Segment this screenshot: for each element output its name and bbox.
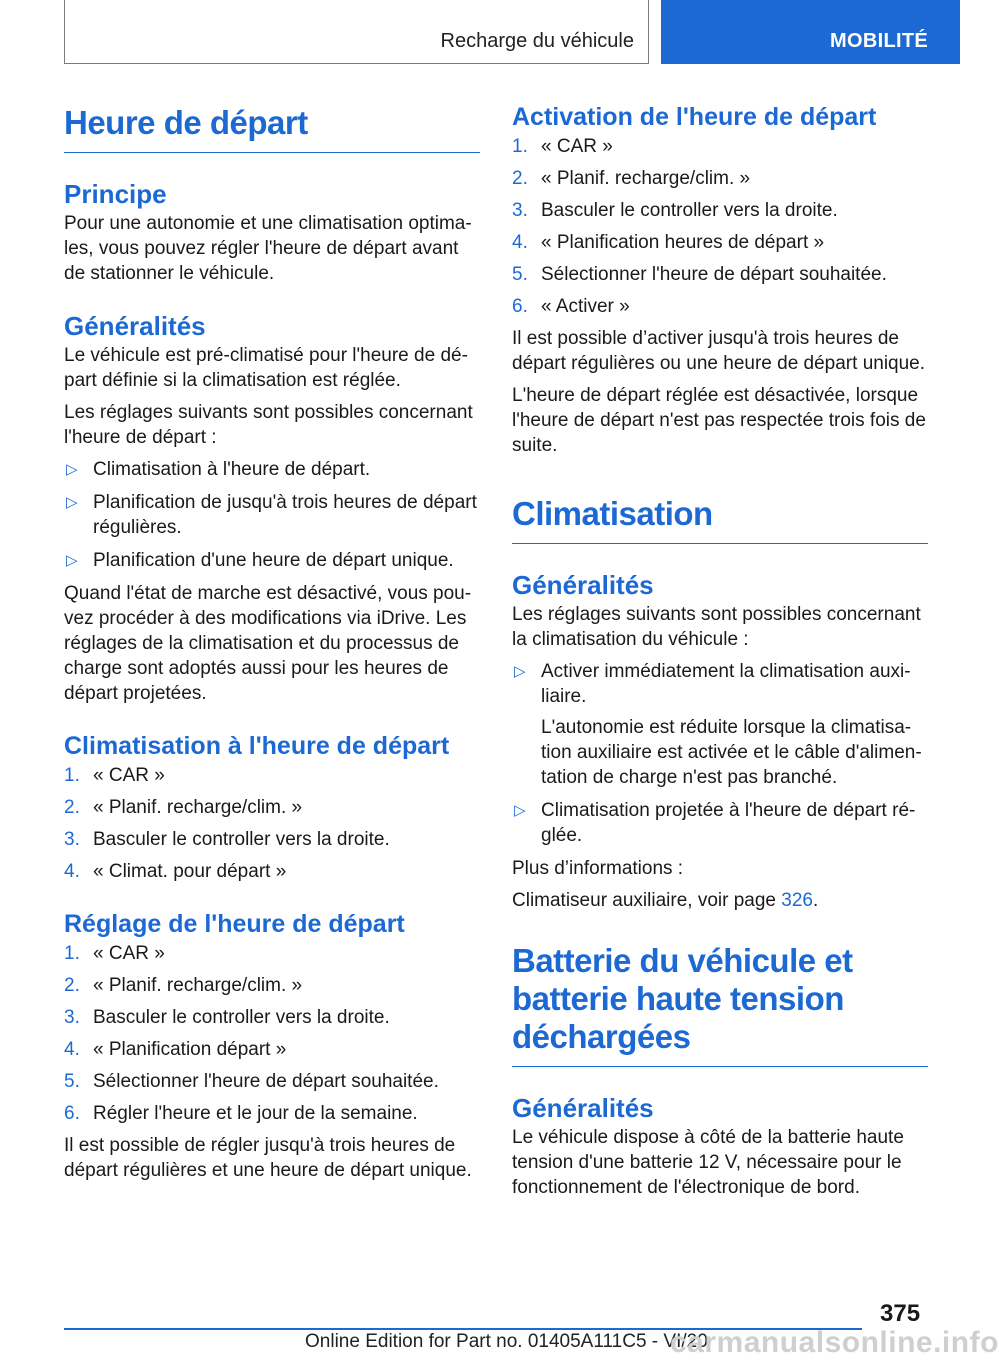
list-item: 5. Sélectionner l'heure de départ souhaitée.: [64, 1071, 439, 1092]
list-item: 1. « CAR »: [64, 765, 165, 786]
list-item: ▷ Climatisation à l'heure de départ.: [66, 459, 371, 480]
list-item: 2. « Planif. recharge/clim. »: [64, 975, 303, 996]
header-section-box: [64, 0, 649, 64]
list-item: 1. « CAR »: [64, 943, 165, 964]
reglage-steps: [64, 941, 480, 1126]
generalites-bullet-list: [64, 457, 480, 573]
activation-steps: [512, 134, 928, 319]
heading-generalites-clim: Généralités: [512, 570, 654, 600]
header-section-title: Recharge du véhicule: [440, 30, 634, 52]
header-chapter-label: MOBILITÉ: [830, 30, 928, 52]
clim-depart-steps: [64, 763, 480, 884]
list-item: 3. Basculer le controller vers la droite.: [64, 829, 390, 850]
reglage-text: Il est possible de régler jusqu'à trois heures de départ régulières et une heure de départ unique.: [64, 1135, 472, 1181]
list-item: ▷ Planification de jusqu'à trois heures de départ régulières.: [66, 492, 477, 538]
triangle-bullet-icon: ▷: [66, 461, 78, 478]
heading-activation: Activation de l'heure de départ: [512, 103, 877, 131]
list-item: ▷ Activer immédiatement la climatisation auxiliaire. L'autonomie est réduite lorsque la climatisation auxiliaire est activée et le câble d'alimentation de charge n'est pas branché.: [512, 659, 928, 790]
generalites-p3: Quand l'état de marche est désactivé, vous pouvez procéder à des modifications via iDrive. Les réglages de la climatisation et du processus de charge sont adoptés aussi pour les heures de départ projetées.: [64, 583, 472, 704]
watermark: carmanualsonline.info: [670, 1326, 999, 1359]
batterie-text: Le véhicule dispose à côté de la batterie haute tension d'une batterie 12 V, nécessaire pour le fonctionnement de l'électronique de bord.: [512, 1127, 904, 1198]
list-item: ▷ Climatisation projetée à l'heure de départ réglée.: [514, 800, 916, 846]
clim-more: Plus d’informations :: [512, 858, 684, 879]
list-item: 4. « Climat. pour départ »: [64, 861, 287, 882]
page-link-326[interactable]: 326: [781, 890, 813, 911]
header-chapter-tab[interactable]: [661, 0, 960, 64]
clim-note: L'autonomie est réduite lorsque la climatisation auxiliaire est activée et le câble d'alimentation de charge n'est pas branché.: [541, 717, 922, 788]
list-item: 4. « Planification heures de départ »: [512, 232, 825, 253]
right-column: [512, 100, 928, 1207]
clim-ref: Climatiseur auxiliaire, voir page 326.: [512, 890, 819, 911]
list-item: ▷ Planification d'une heure de départ unique.: [66, 550, 454, 571]
activation-p2: L'heure de départ réglée est désactivée, lorsque l'heure de départ n'est pas respectée trois fois de suite.: [512, 385, 926, 456]
edition-text: Online Edition for Part no. 01405A111C5 - VI/20: [305, 1331, 708, 1352]
principe-text: Pour une autonomie et une climatisation optimales, vous pouvez régler l'heure de départ avant de stationner le véhicule.: [64, 213, 472, 284]
heading-generalites-batterie: Généralités: [512, 1093, 654, 1123]
list-item: 3. Basculer le controller vers la droite.: [64, 1007, 390, 1028]
list-item: 2. « Planif. recharge/clim. »: [64, 797, 303, 818]
activation-p1: Il est possible d’activer jusqu'à trois heures de départ régulières ou une heure de départ unique.: [512, 328, 926, 374]
left-column: [64, 100, 480, 1190]
list-item: 6. « Activer »: [512, 296, 630, 317]
list-item: 1. « CAR »: [512, 136, 613, 157]
generalites-p2: Les réglages suivants sont possibles concernant l'heure de départ :: [64, 402, 473, 448]
triangle-bullet-icon: ▷: [66, 552, 78, 569]
list-item: 4. « Planification départ »: [64, 1039, 287, 1060]
heading-reglage: Réglage de l'heure de départ: [64, 910, 405, 938]
list-item: 5. Sélectionner l'heure de départ souhaitée.: [512, 264, 887, 285]
heading-clim-depart: Climatisation à l'heure de départ: [64, 732, 450, 760]
triangle-bullet-icon: ▷: [514, 802, 526, 819]
heading-principe: Principe: [64, 179, 167, 209]
heading-generalites: Généralités: [64, 311, 206, 341]
generalites-p1: Le véhicule est pré-climatisé pour l'heure de départ définie si la climatisation est réglée.: [64, 345, 468, 391]
page-number: 375: [880, 1300, 921, 1327]
title-batterie: Batterie du véhicule et batterie haute tension déchargées: [512, 942, 928, 1067]
list-item: 3. Basculer le controller vers la droite.: [512, 200, 838, 221]
list-item: 6. Régler l'heure et le jour de la semaine.: [64, 1103, 418, 1124]
triangle-bullet-icon: ▷: [514, 663, 526, 680]
list-item: 2. « Planif. recharge/clim. »: [512, 168, 751, 189]
clim-p1: Les réglages suivants sont possibles concernant la climatisation du véhicule :: [512, 604, 921, 650]
title-heure-depart: Heure de départ: [64, 104, 480, 153]
title-climatisation: Climatisation: [512, 495, 928, 544]
clim-bullet-list: [512, 659, 928, 848]
triangle-bullet-icon: ▷: [66, 494, 78, 511]
